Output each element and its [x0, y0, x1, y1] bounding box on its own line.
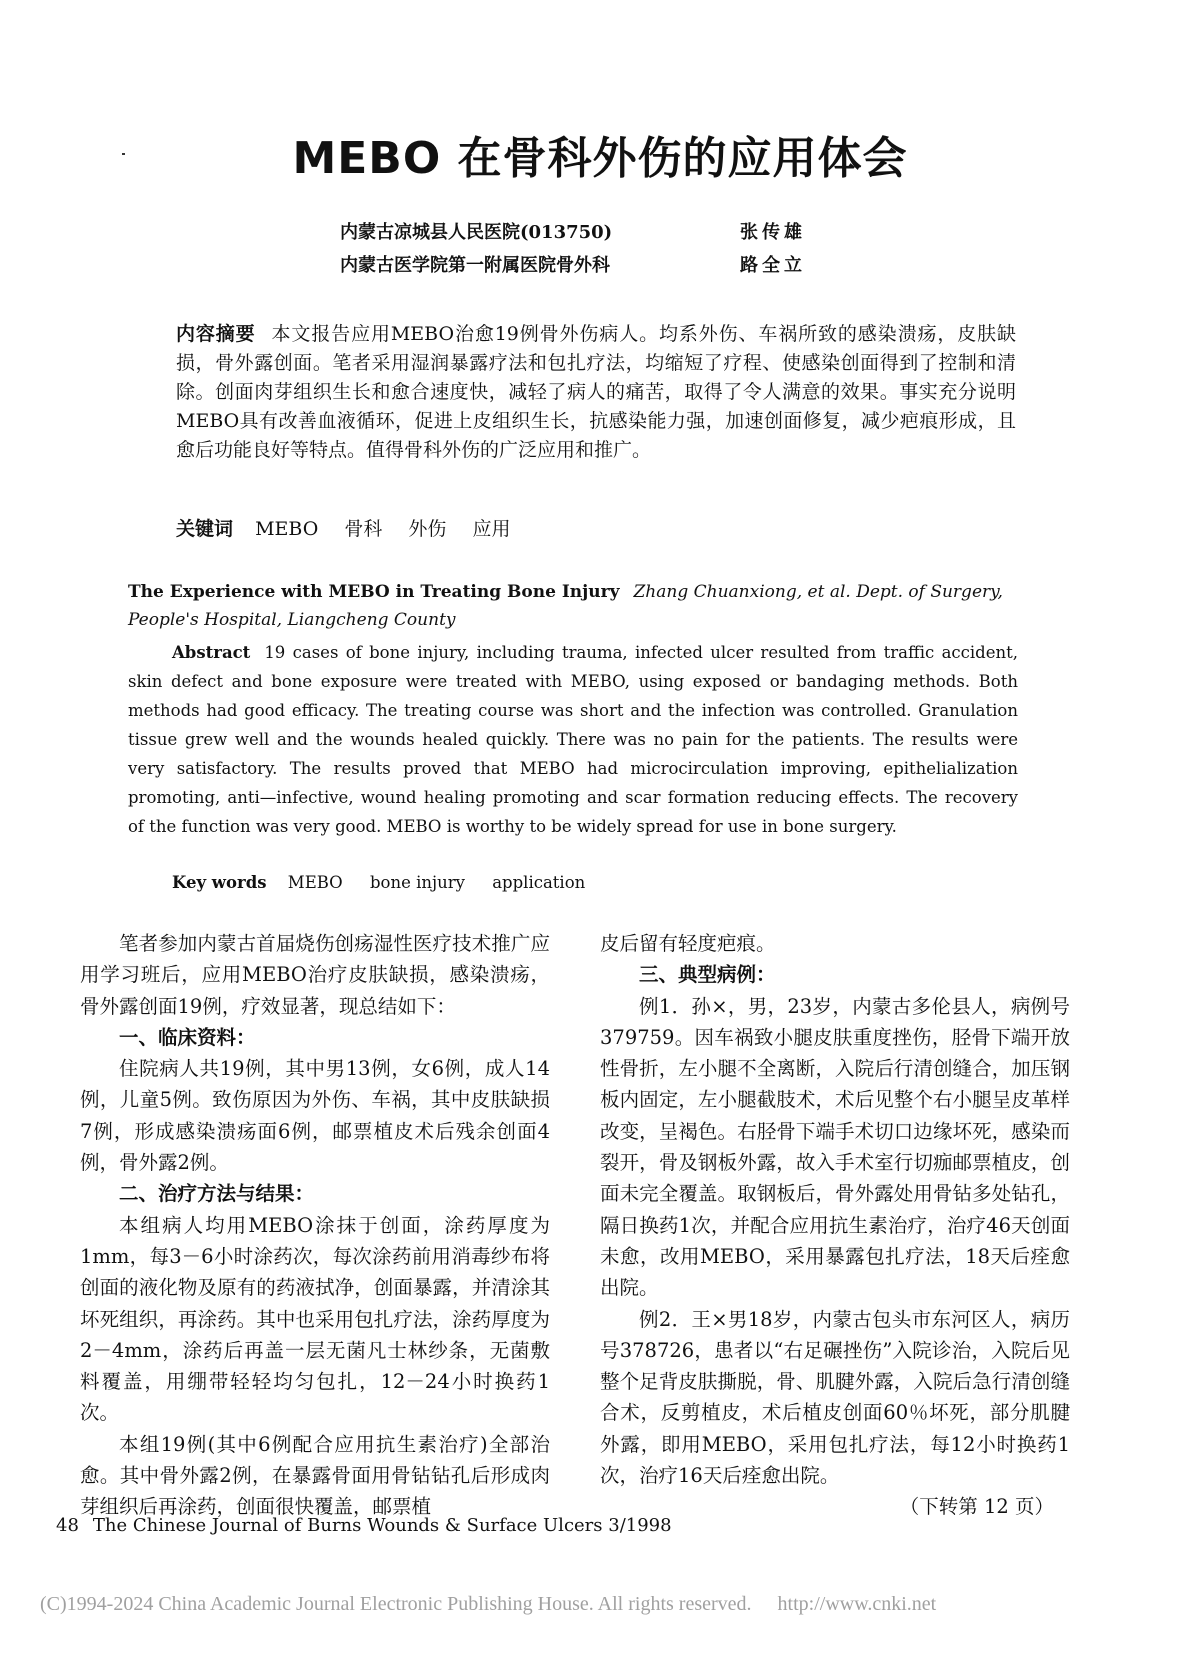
author-name: 路全立 [740, 255, 806, 276]
keyword: bone injury [369, 873, 465, 892]
affiliation-org: 内蒙古医学院第一附属医院骨外科 [340, 255, 610, 276]
english-title: The Experience with MEBO in Treating Bone Injury [128, 582, 620, 602]
page-number: 48 [56, 1515, 79, 1536]
article-title: MEBO 在骨科外伤的应用体会 [292, 133, 908, 184]
keywords-label: Key words [172, 873, 267, 892]
section-heading: 三、典型病例： [639, 963, 776, 987]
abstract-label: 内容摘要 [176, 323, 256, 345]
section-heading: 一、临床资料： [119, 1025, 256, 1049]
body-column-right [600, 928, 1070, 1523]
case-paragraph: 例2．王×男18岁，内蒙古包头市东河区人，病历号378726，患者以“右足碾挫伤”入院诊治，入院后见整个足背皮肤撕脱，骨、肌腱外露，入院后急行清创缝合术，反剪植皮，术后植皮创面60％坏死，部分肌腱外露，即用MEBO，采用包扎疗法，每12小时换药1次，治疗16天后痊愈出院。 [600, 1307, 1070, 1488]
affiliation-org: 内蒙古凉城县人民医院(013750) [340, 222, 613, 243]
english-authors: Zhang Chuanxiong, et al. Dept. of Surgery, People's Hospital, Liangcheng County [128, 582, 1003, 630]
continued-note: （下转第 12 页） [899, 1495, 1054, 1519]
keyword: 应用 [472, 518, 511, 540]
chinese-keywords [176, 514, 530, 541]
keyword: MEBO [255, 518, 319, 540]
chinese-abstract [176, 320, 1016, 465]
affiliation-line-1 [340, 218, 806, 244]
keywords-label: 关键词 [176, 518, 234, 540]
intro-paragraph: 笔者参加内蒙古首届烧伤创疡湿性医疗技术推广应用学习班后，应用MEBO治疗皮肤缺损，感染溃疡，骨外露创面19例，疗效显著，现总结如下： [80, 932, 550, 1018]
english-keywords [172, 873, 607, 892]
page-footer [56, 1515, 672, 1536]
abstract-text: 19 cases of bone injury, including trauma, infected ulcer resulted from traffic accident, skin defect and bone exposure were treated with MEBO, using exposed or bandaging methods. Both methods had good efficacy. The treating course was short and the infection was controlled. Granulation tissue grew well and the wounds healed quickly. There was no pain for the patients. The results were very satisfactory. The results proved that MEBO had microcirculation improving, epithelialization promoting, anti—infective, wound healing promoting and scar formation reducing effects. The recovery of the function was very good. MEBO is worthy to be widely spread for use in bone surgery. [128, 643, 1018, 836]
copyright-url: http://www.cnki.net [777, 1593, 937, 1615]
english-abstract [128, 638, 1018, 841]
keyword: application [492, 873, 586, 892]
section-heading: 二、治疗方法与结果： [119, 1182, 315, 1206]
english-title-block [128, 578, 1018, 634]
body-paragraph: 本组19例(其中6例配合应用抗生素治疗)全部治愈。其中骨外露2例，在暴露骨面用骨钻钻孔后形成肉芽组织后再涂药，创面很快覆盖，邮票植 [80, 1432, 550, 1519]
abstract-label: Abstract [172, 643, 251, 662]
body-paragraph: 住院病人共19例，其中男13例，女6例，成人14例，儿童5例。致伤原因为外伤、车祸，其中皮肤缺损7例，形成感染溃疡面6例，邮票植皮术后残余创面4例，骨外露2例。 [80, 1057, 550, 1175]
body-paragraph-continuation: 皮后留有轻度疤痕。 [600, 932, 776, 955]
keyword: 骨科 [344, 518, 383, 540]
keyword: 外伤 [408, 518, 447, 540]
copyright-text: (C)1994-2024 China Academic Journal Electronic Publishing House. All rights reserved. [40, 1593, 752, 1615]
body-paragraph: 本组病人均用MEBO涂抹于创面，涂药厚度为1mm，每3－6小时涂药次，每次涂药前用消毒纱布将创面的液化物及原有的药液拭净，创面暴露，并清涂其坏死组织，再涂药。其中也采用包扎疗法，涂药厚度为2－4mm，涂药后再盖一层无菌凡士林纱条，无菌敷料覆盖，用绷带轻轻均匀包扎，12－24小时换药1次。 [80, 1213, 550, 1425]
copyright-line [40, 1593, 936, 1616]
journal-name: The Chinese Journal of Burns Wounds & Surface Ulcers 3/1998 [92, 1515, 672, 1536]
case-paragraph: 例1．孙×，男，23岁，内蒙古多伦县人，病例号379759。因车祸致小腿皮肤重度挫伤，胫骨下端开放性骨折，左小腿不全离断，入院后行清创缝合，加压钢板内固定，左小腿截肢术，术后见整个右小腿呈皮革样改变，呈褐色。右胫骨下端手术切口边缘坏死，感染而裂开，骨及钢板外露，故入手术室行切痂邮票植皮，创面未完全覆盖。取钢板后，骨外露处用骨钻多处钻孔，隔日换药1次，并配合应用抗生素治疗，治疗46天创面未愈，改用MEBO，采用暴露包扎疗法，18天后痊愈出院。 [600, 994, 1070, 1300]
keyword: MEBO [287, 873, 343, 892]
abstract-text: 本文报告应用MEBO治愈19例骨外伤病人。均系外伤、车祸所致的感染溃疡，皮肤缺损，骨外露创面。笔者采用湿润暴露疗法和包扎疗法，均缩短了疗程、使感染创面得到了控制和清除。创面肉芽组织生长和愈合速度快，减轻了病人的痛苦，取得了令人满意的效果。事实充分说明MEBO具有改善血液循环，促进上皮组织生长，抗感染能力强，加速创面修复，减少疤痕形成，且愈后功能良好等特点。值得骨科外伤的广泛应用和推广。 [176, 323, 1016, 461]
affiliation-line-2 [340, 251, 806, 277]
author-name: 张传雄 [740, 222, 806, 243]
body-column-left [80, 928, 550, 1523]
